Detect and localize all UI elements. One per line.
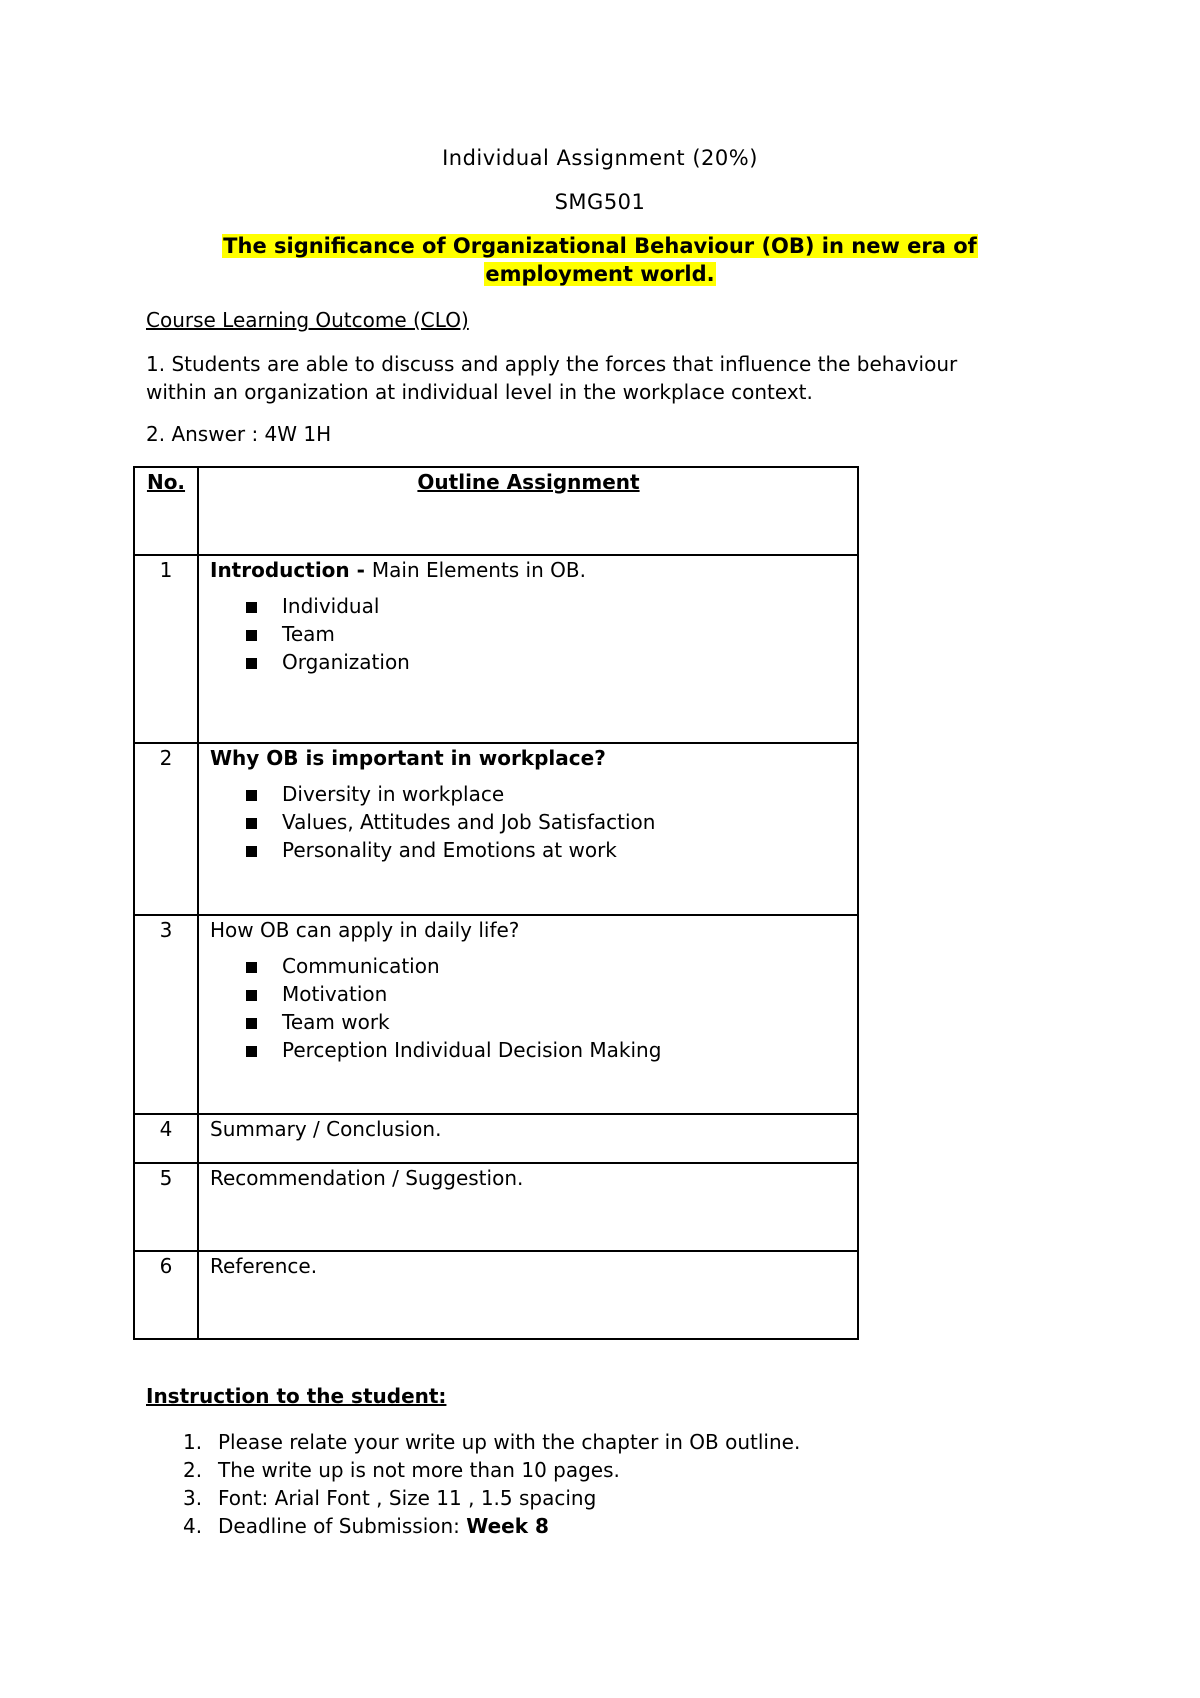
list-item bbox=[246, 952, 847, 980]
clo-item-1 bbox=[146, 350, 1096, 406]
list-item-text: Team bbox=[282, 622, 335, 646]
topic-line-2: employment world. bbox=[485, 262, 715, 286]
clo-heading: Course Learning Outcome (CLO) bbox=[146, 308, 469, 332]
list-item-text: Perception Individual Decision Making bbox=[282, 1038, 662, 1062]
square-bullet-icon bbox=[246, 1018, 257, 1029]
list-item-text: Individual bbox=[282, 594, 380, 618]
square-bullet-icon bbox=[246, 818, 257, 829]
list-item-text: Values, Attitudes and Job Satisfaction bbox=[282, 810, 656, 834]
list-item-text: Team work bbox=[282, 1010, 390, 1034]
outline-table bbox=[133, 466, 859, 1340]
row-heading-bold: Introduction - bbox=[210, 558, 372, 582]
item-number: 3. bbox=[183, 1486, 203, 1510]
row-number: 1 bbox=[134, 555, 198, 743]
deadline-value: Week 8 bbox=[466, 1514, 549, 1538]
row-number: 3 bbox=[134, 915, 198, 1114]
item-text: Deadline of Submission: bbox=[218, 1514, 467, 1538]
item-number: 1. bbox=[183, 1430, 203, 1454]
square-bullet-icon bbox=[246, 630, 257, 641]
row-content bbox=[198, 555, 858, 743]
item-text: Font: Arial Font , Size 11 , 1.5 spacing bbox=[218, 1486, 597, 1510]
square-bullet-icon bbox=[246, 1046, 257, 1057]
clo-item-2: 2. Answer : 4W 1H bbox=[146, 422, 332, 446]
list-item-text: Motivation bbox=[282, 982, 388, 1006]
table-row bbox=[134, 743, 858, 915]
list-item-text: Diversity in workplace bbox=[282, 782, 505, 806]
square-bullet-icon bbox=[246, 990, 257, 1001]
item-text: Please relate your write up with the chapter in OB outline. bbox=[218, 1430, 801, 1454]
row-heading: Main Elements in OB. bbox=[371, 558, 586, 582]
bullet-list bbox=[210, 592, 847, 676]
list-item bbox=[183, 1512, 800, 1540]
square-bullet-icon bbox=[246, 602, 257, 613]
list-item bbox=[246, 620, 847, 648]
row-content bbox=[198, 1114, 858, 1163]
list-item-text: Organization bbox=[282, 650, 410, 674]
list-item bbox=[246, 836, 847, 864]
row-content bbox=[198, 915, 858, 1114]
square-bullet-icon bbox=[246, 658, 257, 669]
table-header-row bbox=[134, 467, 858, 555]
list-item bbox=[246, 592, 847, 620]
row-content bbox=[198, 1163, 858, 1251]
row-content bbox=[198, 743, 858, 915]
list-item bbox=[246, 780, 847, 808]
list-item bbox=[246, 1008, 847, 1036]
list-item-text: Communication bbox=[282, 954, 440, 978]
table-row bbox=[134, 1114, 858, 1163]
list-item bbox=[246, 808, 847, 836]
instructions-list bbox=[183, 1428, 800, 1540]
bullet-list bbox=[210, 952, 847, 1064]
bullet-list bbox=[210, 780, 847, 864]
item-number: 4. bbox=[183, 1514, 203, 1538]
col-no-label: No. bbox=[146, 470, 186, 494]
row-heading: Reference. bbox=[210, 1254, 318, 1278]
course-code: SMG501 bbox=[554, 190, 646, 214]
clo-item-1-line-2: within an organization at individual level in the workplace context. bbox=[146, 380, 813, 404]
table-row bbox=[134, 1251, 858, 1339]
topic-line-1: The significance of Organizational Behaviour (OB) in new era of bbox=[223, 234, 977, 258]
list-item bbox=[246, 980, 847, 1008]
row-heading: How OB can apply in daily life? bbox=[210, 918, 520, 942]
list-item-text: Personality and Emotions at work bbox=[282, 838, 617, 862]
list-item bbox=[183, 1428, 800, 1456]
list-item bbox=[246, 648, 847, 676]
row-content bbox=[198, 1251, 858, 1339]
instructions-heading: Instruction to the student: bbox=[146, 1384, 447, 1408]
assignment-topic bbox=[0, 232, 1200, 288]
square-bullet-icon bbox=[246, 846, 257, 857]
row-number: 5 bbox=[134, 1163, 198, 1251]
square-bullet-icon bbox=[246, 962, 257, 973]
row-number: 6 bbox=[134, 1251, 198, 1339]
assignment-title: Individual Assignment (20%) bbox=[442, 146, 758, 170]
list-item bbox=[183, 1456, 800, 1484]
row-heading-bold: Why OB is important in workplace? bbox=[210, 746, 606, 770]
header-cell-outline bbox=[198, 467, 858, 555]
table-row bbox=[134, 915, 858, 1114]
table-row bbox=[134, 1163, 858, 1251]
row-heading: Summary / Conclusion. bbox=[210, 1117, 442, 1141]
header-cell-no bbox=[134, 467, 198, 555]
clo-item-1-line-1: 1. Students are able to discuss and apply the forces that influence the behaviour bbox=[146, 352, 958, 376]
square-bullet-icon bbox=[246, 790, 257, 801]
list-item bbox=[246, 1036, 847, 1064]
table-row bbox=[134, 555, 858, 743]
item-text: The write up is not more than 10 pages. bbox=[218, 1458, 620, 1482]
list-item bbox=[183, 1484, 800, 1512]
row-number: 2 bbox=[134, 743, 198, 915]
row-number: 4 bbox=[134, 1114, 198, 1163]
col-outline-label: Outline Assignment bbox=[417, 470, 640, 494]
row-heading: Recommendation / Suggestion. bbox=[210, 1166, 524, 1190]
item-number: 2. bbox=[183, 1458, 203, 1482]
